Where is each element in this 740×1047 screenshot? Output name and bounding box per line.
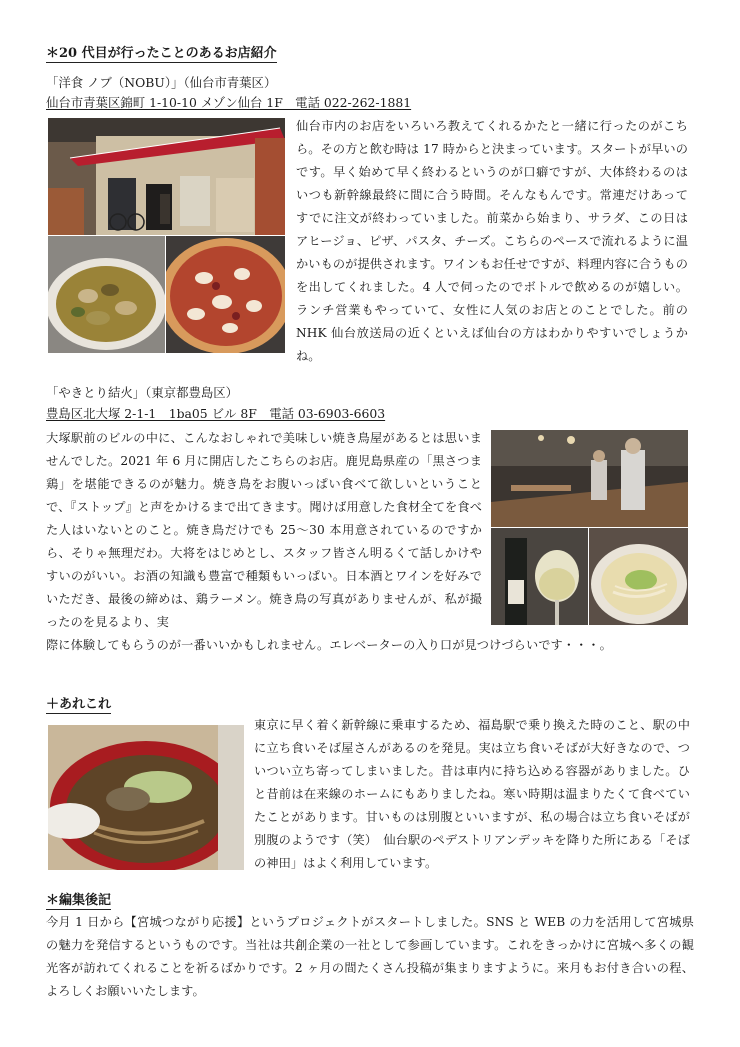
chicken-ramen-photo xyxy=(589,528,688,625)
section-heading-editors-note: ＊編集後記 xyxy=(46,893,112,908)
soba-photo xyxy=(48,725,244,870)
shop2-description-end: 際に体験してもらうのが一番いいかもしれません。エレベーターの入り口が見つけづらいです・・・。 xyxy=(46,638,612,652)
ajillo-photo xyxy=(48,236,165,353)
wine-photo xyxy=(491,528,588,625)
shop1-name: 「洋食 ノブ（NOBU）」（仙台市青葉区） xyxy=(46,75,277,90)
shop2-address: 豊島区北大塚 2-1-1 1ba05 ビル 8F 電話 03-6903-6603 xyxy=(46,406,386,421)
shop1-address: 仙台市青葉区錦町 1-10-10 メゾン仙台 1F 電話 022-262-1881 xyxy=(46,95,412,110)
section-heading-misc: ＋あれこれ xyxy=(46,697,112,712)
section-heading-shop-intro: ＊20 代目が行ったことのあるお店紹介 xyxy=(46,46,277,61)
editors-note-text: 今月 1 日から【宮城つながり応援】というプロジェクトがスタートしました。SNS と WEB の力を活用して宮城県の魅力を発信するというものです。当社は共創企業の一社として参画しています。これをきっかけに宮城へ多くの観光客が訪れてくれることを祈るばかりです。2 ヶ月の間たくさん投稿が集まりますように。来月もお付き合いの程、よろしくお願いいたします。 xyxy=(46,915,694,998)
misc-description: 東京に早く着く新幹線に乗車するため、福島駅で乗り換えた時のこと、駅の中に立ち食いそば屋さんがあるのを発見。実は立ち食いそばが大好きなので、ついつい立ち寄ってしまいました。昔は車内に持ち込める容器がありました。ひと昔前は在来線のホームにもありましたね。寒い時期は温まりたくて食べていたことがあります。甘いものは別腹といいますが、私の場合は立ち食いそばが別腹のようです（笑） 仙台駅のペデストリアンデッキを降りた所にある「そばの神田」はよく利用しています。 xyxy=(254,718,690,870)
pizza-photo xyxy=(166,236,285,353)
shop1-storefront-photo xyxy=(48,118,285,235)
yakitori-counter-photo xyxy=(491,430,688,527)
shop2-name: 「やきとり結火」（東京都豊島区） xyxy=(46,385,239,400)
shop2-description: 大塚駅前のビルの中に、こんなおしゃれで美味しい焼き鳥屋があるとは思いませんでした。2021 年 6 月に開店したこちらのお店。鹿児島県産の「黒さつま鶏」を堪能できるのが魅力。焼き鳥をお腹いっぱい食べて欲しいということで、『ストップ』と声をかけるまで出てきます。聞けば用意した食材全てを食べた人はいないとのこと。焼き鳥だけでも 25～30 本用意されているのですから、そりゃ無理だわ。大将をはじめとし、スタッフ皆さん明るくて話しかけやすいのがいい。お酒の知識も豊富で種類もいっぱい。日本酒とワインを好みでいただき、最後の締めは、鶏ラーメン。焼き鳥の写真がありませんが、私が撮ったのを見るより、実 xyxy=(46,431,482,629)
shop1-description: 仙台市内のお店をいろいろ教えてくれるかたと一緒に行ったのがこちら。その方と飲む時は 17 時からと決まっています。スタートが早いのです。早く始めて早く終わるというのが口癖ですが、大体終わるのはいつも新幹線最終に間に合う時間。そんなもんです。常連だけあってすでに注文が終わっていました。前菜から始まり、サラダ、この日はアヒージョ、ピザ、パスタ、チーズ。こちらのペースで流れるように温かいものが提供されます。ワインもお任せですが、料理内容に合うものを出してくれました。4 人で伺ったのでボトルで飲めるのが嬉しい。ランチ営業もやっていて、女性に人気のお店とのことでした。前の NHK 仙台放送局の近くといえば仙台の方はわかりやすいでしょうかね。 xyxy=(296,119,688,363)
